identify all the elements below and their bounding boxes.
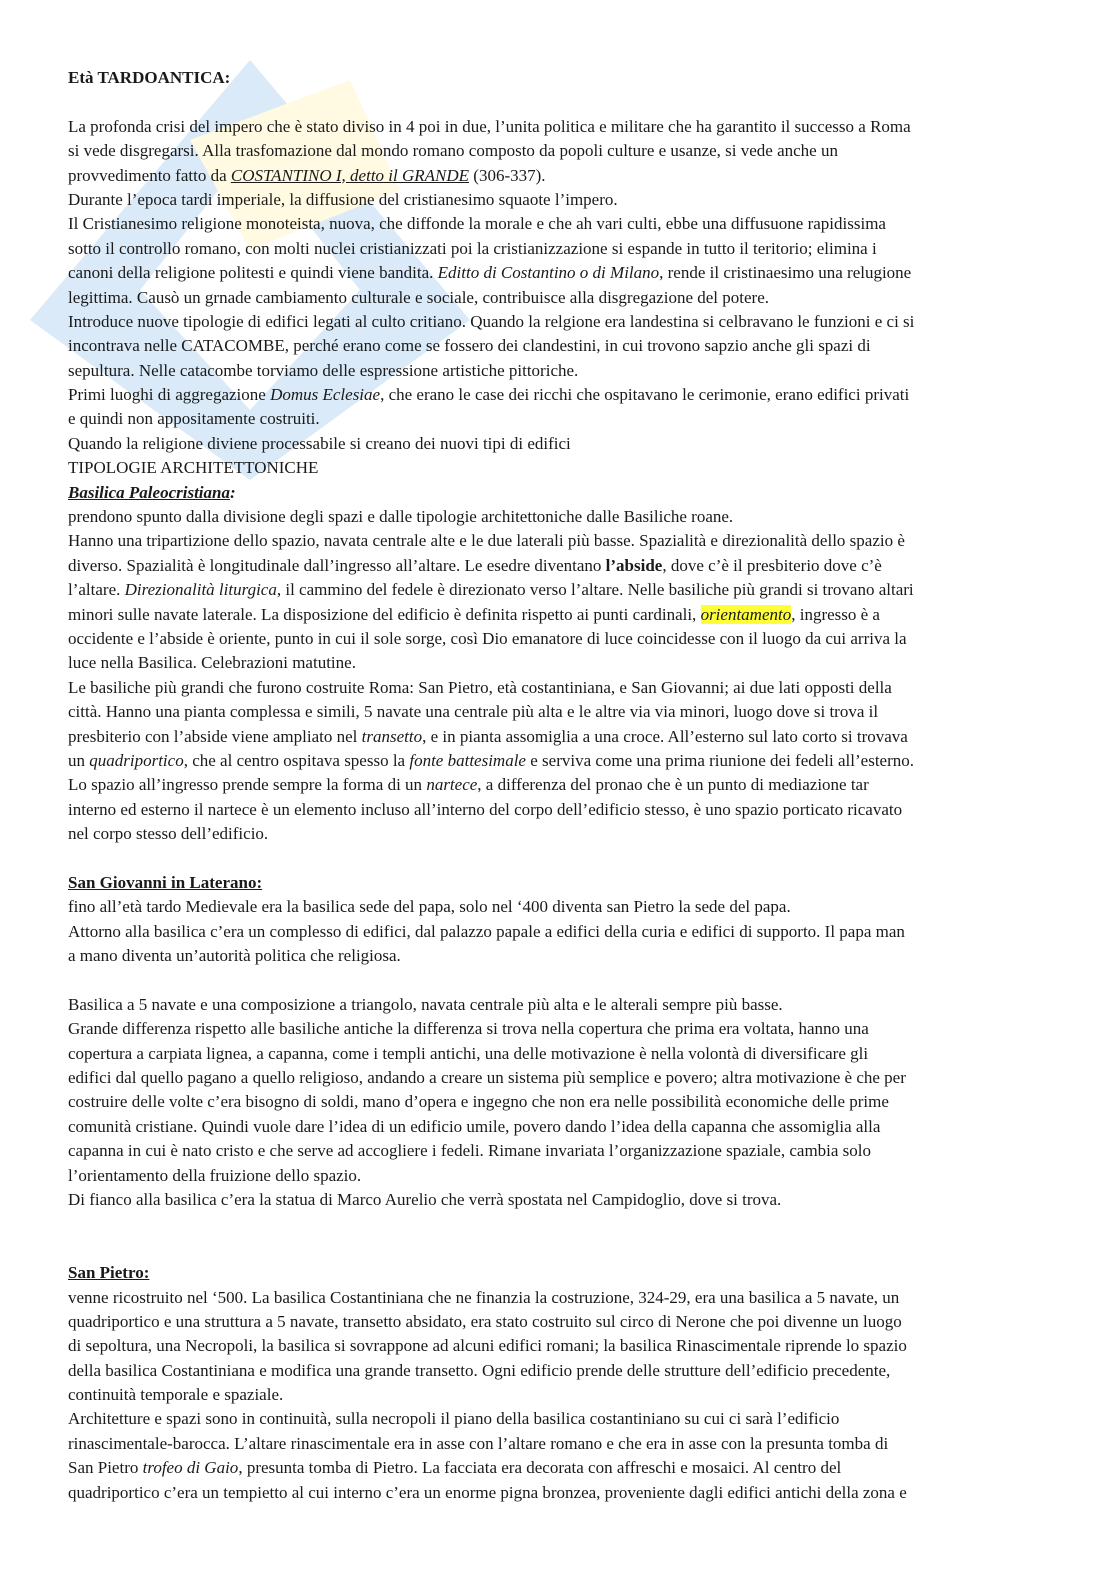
pietro-text: , presunta tomba di Pietro. La facciata era decorata con affreschi e mosaici. Al centro del [238,1458,842,1478]
basilica-line: Hanno una tripartizione dello spazio, navata centrale alte e le due laterali più basse. Spazialità e direzionalità dello spazio è [68,531,905,551]
basilica-line: Le basiliche più grandi che furono costruite Roma: San Pietro, età costantiniana, e San Giovanni; ai due lati opposti della [68,677,892,697]
intro-text: Primi luoghi di aggregazione [68,385,271,405]
intro-line: Durante l’epoca tardi imperiale, la diffusione del cristianesimo squaote l’impero. [68,189,618,209]
basilica-text: presbiterio con l’abside viene ampliato nel [68,726,362,746]
intro-text: (306-337). [469,165,546,185]
basilica-heading-text: Basilica Paleocristiana [68,482,230,502]
basilica-text: , ingresso è a [791,604,880,624]
orientamento-highlight: orientamento [700,604,792,624]
giovanni-line: capanna in cui è nato cristo e che serve ad accogliere i fedeli. Rimane invariata l’organizzazione spaziale, cambia solo [68,1141,872,1161]
basilica-heading-colon: : [229,482,236,502]
quadriportico-term: quadriportico [89,750,184,770]
basilica-line: interno ed esterno il nartece è un elemento incluso all’interno del corpo dell’edificio stesso, è uno spazio porticato ricavato [68,799,903,819]
nartece-term: nartece [426,775,478,795]
giovanni-line: l’orientamento della fruizione dello spazio. [68,1165,362,1185]
intro-line: sotto il controllo romano, con molti nuclei cristianizzati poi la cristianizzazione si espande in tutto il teritorio; elimina i [68,238,877,258]
giovanni-line: Basilica a 5 navate e una composizione a triangolo, navata centrale più alta e le alterali sempre più basse. [68,994,783,1014]
giovanni-line: Attorno alla basilica c’era un complesso di edifici, dal palazzo papale a edifici della curia e edifici di supporto. Il papa man [68,921,905,941]
intro-line: Il Cristianesimo religione monoteista, nuova, che diffonde la morale e che ah vari culti, ebbe una diffusuone rapidissima [68,214,886,234]
basilica-text: l’altare. [68,580,125,600]
pietro-line: venne ricostruito nel ‘500. La basilica Costantiniana che ne finanzia la costruzione, 324-29, era una basilica a 5 navate, un [68,1287,900,1307]
giovanni-line: copertura a carpiata lignea, a capanna, come i templi antichi, una delle motivazione è nella volontà di diversificare gli [68,1043,869,1063]
basilica-line [68,603,1053,627]
giovanni-line: Grande differenza rispetto alle basiliche antiche la differenza si trova nella copertura che prima era voltata, hanno una [68,1019,869,1039]
intro-line: si vede disgregarsi. Alla trasfomazione dal mondo romano composto da popoli culture e usanze, si vede anche un [68,141,838,161]
pietro-line: rinascimentale-barocca. L’altare rinascimentale era in asse con l’altare romano e che era in asse con la presunta tomba di [68,1433,889,1453]
basilica-text: Lo spazio all’ingresso prende sempre la forma di un [68,775,427,795]
basilica-text: , il cammino del fedele è direzionato verso l’altare. Nelle basiliche più grandi si trovano altari [276,580,914,600]
trofeo-term: trofeo di Gaio [142,1458,239,1478]
giovanni-line: fino all’età tardo Medievale era la basilica sede del papa, solo nel ‘400 diventa san Pietro la sede del papa. [68,897,791,917]
basilica-text: , e in pianta assomiglia a una croce. All’esterno sul lato corto si trovava [422,726,908,746]
pietro-line: della basilica Costantiniana e modifica una grande transetto. Ogni edificio prende delle strutture dell’edificio precedente, [68,1360,891,1380]
basilica-line: occidente e l’abside è oriente, punto in cui il sole sorge, così Dio emanatore di luce coincidesse con il luogo da cui arriva la [68,628,907,648]
transetto-term: transetto [361,726,423,746]
basilica-heading [68,481,1053,505]
intro-line: legittima. Causò un grnade cambiamento culturale e sociale, contribuisce alla disgregazione del potere. [68,287,769,307]
pietro-line: quadriportico c’era un tempietto al cui interno c’era un enorme pigna bronzea, proveniente dagli edifici antichi della zona e [68,1482,907,1502]
page-title: Età TARDOANTICA: [68,68,231,87]
document-body [68,66,1053,1505]
intro-text: provvedimento fatto da [68,165,231,185]
intro-line [68,383,1053,407]
edict-term: Editto di Costantino o di Milano [437,263,660,283]
basilica-line [68,773,1053,797]
pietro-line: quadriportico e una struttura a 5 navate, transetto absidato, era stato costruito sul circo di Nerone che poi divenne un luogo [68,1311,902,1331]
intro-line [68,261,1053,285]
emperor-link[interactable]: COSTANTINO I, detto il GRANDE [230,165,470,185]
basilica-line: luce nella Basilica. Celebrazioni matutine. [68,653,356,673]
basilica-line [68,554,1053,578]
intro-line: incontrava nelle CATACOMBE, perché erano come se fossero dei clandestini, in cui trovono sapzio anche gli spazi di [68,336,871,356]
direzionalita-term: Direzionalità liturgica [124,580,277,600]
domus-term: Domus Eclesiae [270,385,381,405]
pietro-heading: San Pietro: [68,1263,150,1283]
intro-text: canoni della religione politesti e quindi viene bandita. [68,263,438,283]
pietro-line: di sepoltura, una Necropoli, la basilica si sovrappone ad alcuni edifici romani; la basilica Rinascimentale riprende lo spazio [68,1336,907,1356]
basilica-text: , a differenza del pronao che è un punto di mediazione tar [477,775,869,795]
abside-term: l’abside [605,555,663,575]
spacer [68,847,1053,871]
giovanni-line: a mano diventa un’autorità politica che religiosa. [68,946,401,966]
intro-text: , che erano le case dei ricchi che ospitavano le cerimonie, erano edifici privati [380,385,910,405]
spacer [68,1237,1053,1261]
basilica-text: un [68,750,90,770]
giovanni-line: costruire delle volte c’era bisogno di soldi, mano d’opera e ingegno che non era nelle possibilità economiche delle prime [68,1092,889,1112]
intro-line: e quindi non appositamente costruiti. [68,409,320,429]
giovanni-line: edifici dal quello pagano a quello religioso, andando a creare un sistema più semplice e povero; altra motivazione è che per [68,1068,906,1088]
pietro-line: Architetture e spazi sono in continuità, sulla necropoli il piano della basilica costantiniano su cui ci sarà l’edificio [68,1409,840,1429]
giovanni-line: Di fianco alla basilica c’era la statua di Marco Aurelio che verrà spostata nel Campidoglio, dove si trova. [68,1189,782,1209]
spacer [68,968,1053,992]
intro-line: La profonda crisi del impero che è stato diviso in 4 poi in due, l’unita politica e militare che ha garantito il successo a Roma [68,116,911,136]
basilica-text: e serviva come una prima riunione dei fedeli all’esterno. [525,750,914,770]
basilica-line [68,578,1053,602]
spacer [68,90,1053,114]
basilica-text: , dove c’è il presbiterio dove c’è [662,555,882,575]
basilica-text: , che al centro ospitava spesso la [183,750,410,770]
basilica-line [68,725,1053,749]
intro-line: sepultura. Nelle catacombe torviamo delle espressione artistiche pittoriche. [68,360,579,380]
basilica-text: diverso. Spazialità è longitudinale dall’ingresso all’altare. Le esedre diventano [68,555,606,575]
intro-line: Quando la religione diviene processabile si creano dei nuovi tipi di edifici [68,433,571,453]
basilica-line: nel corpo stesso dell’edificio. [68,824,269,844]
fonte-term: fonte battesimale [409,750,526,770]
pietro-line: continuità temporale e spaziale. [68,1385,284,1405]
giovanni-line: comunità cristiane. Quindi vuole dare l’idea di un edificio umile, povero dando l’idea della capanna che assomiglia alla [68,1116,881,1136]
pietro-line [68,1456,1053,1480]
basilica-line: prendono spunto dalla divisione degli spazi e dalle tipologie architettoniche dalle Basiliche roane. [68,507,734,527]
intro-line [68,164,1053,188]
basilica-text: minori sulle navate laterale. La disposizione del edificio è definita rispetto ai punti cardinali, [68,604,701,624]
basilica-line: città. Hanno una pianta complessa e simili, 5 navate una centrale più alta e le altre via via minori, luogo dove si trova il [68,702,879,722]
pietro-text: San Pietro [68,1458,143,1478]
section-label: TIPOLOGIE ARCHITETTONICHE [68,458,319,478]
basilica-line [68,749,1053,773]
giovanni-heading: San Giovanni in Laterano: [68,872,263,892]
spacer [68,1212,1053,1236]
intro-line: Introduce nuove tipologie di edifici legati al culto critiano. Quando la relgione era landestina si celbravano le funzioni e ci si [68,311,915,331]
intro-text: , rende il cristinaesimo una relugione [659,263,912,283]
